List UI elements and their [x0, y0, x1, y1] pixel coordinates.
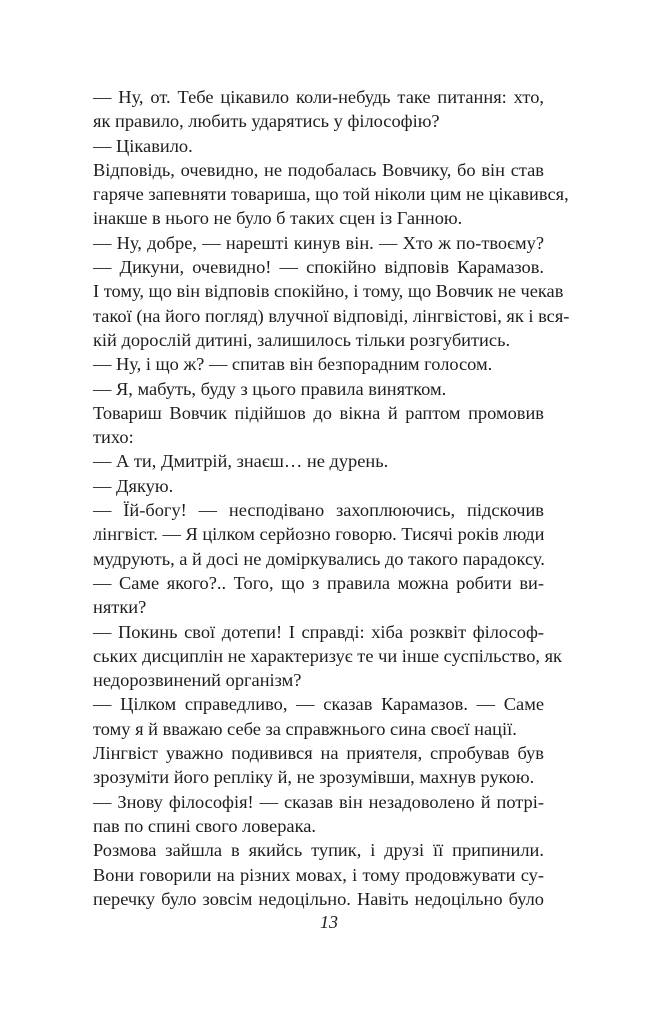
text-line: перечку було зовсім недоцільно. Навіть недоцільно було [93, 888, 544, 909]
text-line: кій дорослій дитині, залишилось тільки розгубитись. [93, 329, 511, 350]
text-line: — Я, мабуть, буду з цього правила винятком. [93, 378, 447, 399]
text-line: Товариш Вовчик підійшов до вікна й раптом промовив [93, 402, 544, 423]
text-line: — А ти, Дмитрій, знаєш… не дурень. [93, 451, 389, 472]
text-line: — Дикуни, очевидно! — спокійно відповів Карамазов. [93, 257, 544, 278]
text-line: тихо: [93, 427, 134, 448]
text-line: Вони говорили на різних мовах, і тому продовжувати су- [93, 864, 544, 885]
text-line: — Дякую. [93, 475, 174, 496]
book-page-body [93, 85, 570, 911]
text-line: — Знову філософія! — сказав він незадоволено й потрі- [93, 791, 544, 812]
text-line: недорозвинений організм? [93, 670, 302, 691]
text-line: нятки? [93, 597, 147, 618]
text-line: лінгвіст. — Я цілком серйозно говорю. Тисячі років люди [93, 524, 545, 545]
text-line: І тому, що він відповів спокійно, і тому, що Вовчик не чекав [93, 281, 564, 302]
text-line: — Покинь свої дотепи! І справді: хіба розквіт філософ- [93, 621, 544, 642]
text-line: — Цікавило. [93, 135, 193, 156]
text-line: зрозуміти його репліку й, не зрозумівши, махнув рукою. [93, 767, 535, 788]
text-line: такої (на його погляд) влучної відповіді, лінгвістові, як і вся- [93, 305, 570, 326]
text-line: Відповідь, очевидно, не подобалась Вовчику, бо він став [93, 159, 544, 180]
text-line: тому я й вважаю себе за справжнього сина своєї нації. [93, 718, 517, 739]
text-line: — Ну, добре, — нарешті кинув він. — Хто ж по-твоєму? [93, 232, 544, 253]
text-line: — Саме якого?.. Того, що з правила можна робити ви- [93, 572, 544, 593]
text-line: інакше в нього не було б таких сцен із Ганною. [93, 208, 463, 229]
text-line: гаряче запевняти товариша, що той ніколи цим не цікавився, [93, 184, 569, 205]
text-line: — Ну, і що ж? — спитав він безпорадним голосом. [93, 354, 493, 375]
text-line: ських дисциплін не характеризує те чи інше суспільство, як [93, 645, 562, 666]
text-line: як правило, любить ударятись у філософію? [93, 111, 440, 132]
text-line: — Їй-богу! — несподівано захоплюючись, підскочив [93, 500, 544, 521]
page-number: 13 [320, 912, 338, 932]
text-line: пав по спині свого ловерака. [93, 815, 316, 836]
text-line: мудрують, а й досі не доміркувались до такого парадоксу. [93, 548, 545, 569]
text-line: Лінгвіст уважно подивився на приятеля, спробував був [93, 743, 544, 764]
text-line: — Цілком справедливо, — сказав Карамазов. — Саме [93, 694, 544, 715]
text-line: — Ну, от. Тебе цікавило коли-небудь таке питання: хто, [93, 87, 544, 107]
text-line: Розмова зайшла в якийсь тупик, і друзі її припинили. [93, 840, 544, 861]
